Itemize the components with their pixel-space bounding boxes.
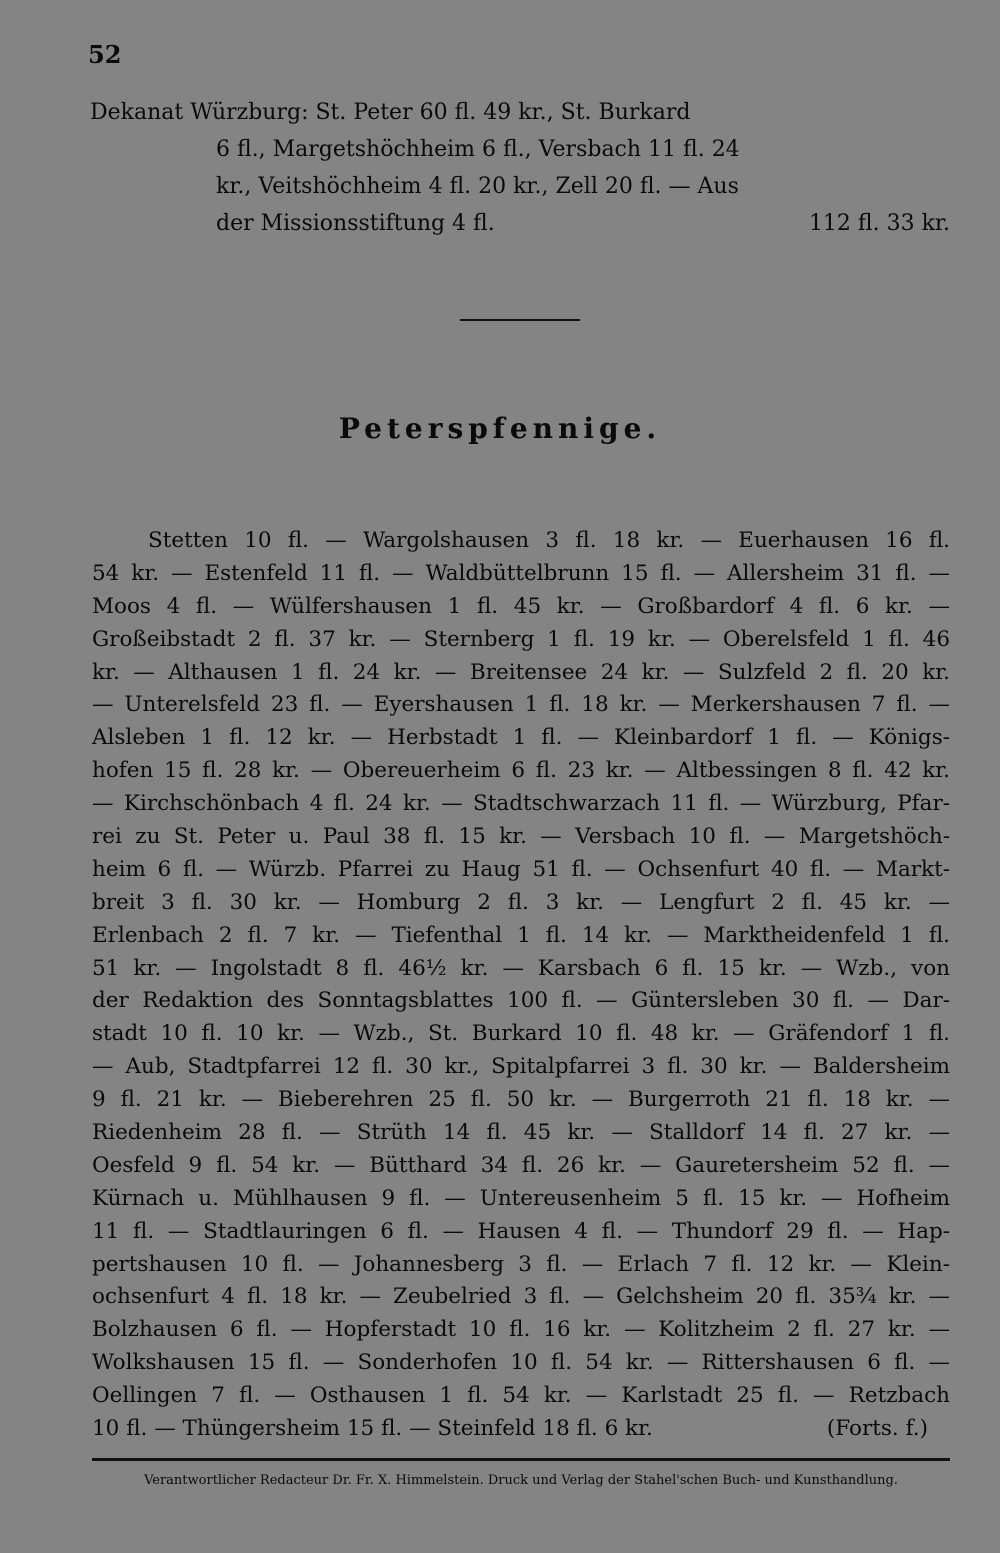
imprint-footer: Verantwortlicher Redacteur Dr. Fr. X. Himmelstein. Druck und Verlag der Stahel'schen Buch- und Kunsthandlung. (144, 1473, 898, 1488)
donation-line-text: 10 fl. — Thüngersheim 15 fl. — Steinfeld 18 fl. 6 kr. (92, 1416, 653, 1442)
page-number: 52 (88, 40, 122, 69)
deanery-line (90, 205, 950, 242)
donation-line: rei zu St. Peter u. Paul 38 fl. 15 kr. — Versbach 10 fl. — Margetshöch- (92, 824, 950, 850)
donation-line: — Kirchschönbach 4 fl. 24 kr. — Stadtschwarzach 11 fl. — Würzburg, Pfar- (92, 791, 950, 817)
donation-line: hofen 15 fl. 28 kr. — Obereuerheim 6 fl. 23 kr. — Altbessingen 8 fl. 42 kr. (92, 758, 950, 784)
donation-line: — Unterelsfeld 23 fl. — Eyershausen 1 fl. 18 kr. — Merkershausen 7 fl. — (92, 692, 950, 718)
donation-line: 11 fl. — Stadtlauringen 6 fl. — Hausen 4 fl. — Thundorf 29 fl. — Hap- (92, 1218, 950, 1244)
donation-line (92, 1413, 950, 1446)
deanery-line: Dekanat Würzburg: St. Peter 60 fl. 49 kr., St. Burkard (90, 100, 691, 125)
deanery-line: kr., Veitshöchheim 4 fl. 20 kr., Zell 20 fl. — Aus (216, 174, 739, 199)
deanery-line-text: der Missionsstiftung 4 fl. (216, 211, 495, 236)
footer-rule (92, 1458, 950, 1461)
continuation-note: (Forts. f.) (826, 1416, 928, 1442)
deanery-entry (90, 94, 950, 242)
donation-line: Bolzhausen 6 fl. — Hopferstadt 10 fl. 16 kr. — Kolitzheim 2 fl. 27 kr. — (92, 1317, 950, 1343)
donation-line: Oesfeld 9 fl. 54 kr. — Bütthard 34 fl. 26 kr. — Gauretersheim 52 fl. — (92, 1152, 950, 1178)
deanery-line: 6 fl., Margetshöchheim 6 fl., Versbach 11 fl. 24 (216, 137, 740, 162)
donation-line: Kürnach u. Mühlhausen 9 fl. — Untereusenheim 5 fl. 15 kr. — Hofheim (92, 1185, 950, 1211)
donation-line: Riedenheim 28 fl. — Strüth 14 fl. 45 kr. — Stalldorf 14 fl. 27 kr. — (92, 1120, 950, 1146)
donation-line: Oellingen 7 fl. — Osthausen 1 fl. 54 kr. — Karlstadt 25 fl. — Retzbach (92, 1383, 950, 1409)
donation-line: breit 3 fl. 30 kr. — Homburg 2 fl. 3 kr. — Lengfurt 2 fl. 45 kr. — (92, 889, 950, 915)
donation-line: 54 kr. — Estenfeld 11 fl. — Waldbüttelbrunn 15 fl. — Allersheim 31 fl. — (92, 560, 950, 586)
section-divider (460, 319, 580, 321)
donation-line: 9 fl. 21 kr. — Bieberehren 25 fl. 50 kr. — Burgerroth 21 fl. 18 kr. — (92, 1087, 950, 1113)
donation-line: Erlenbach 2 fl. 7 kr. — Tiefenthal 1 fl. 14 kr. — Marktheidenfeld 1 fl. (92, 922, 950, 948)
donation-line: pertshausen 10 fl. — Johannesberg 3 fl. — Erlach 7 fl. 12 kr. — Klein- (92, 1251, 950, 1277)
donation-line: kr. — Althausen 1 fl. 24 kr. — Breitensee 24 kr. — Sulzfeld 2 fl. 20 kr. (92, 659, 950, 685)
donation-line: Großeibstadt 2 fl. 37 kr. — Sternberg 1 fl. 19 kr. — Oberelsfeld 1 fl. 46 (92, 626, 950, 652)
donation-line: der Redaktion des Sonntagsblattes 100 fl. — Güntersleben 30 fl. — Dar- (92, 988, 950, 1014)
section-title: Peterspfennige. (338, 412, 662, 445)
donation-line: — Aub, Stadtpfarrei 12 fl. 30 kr., Spitalpfarrei 3 fl. 30 kr. — Baldersheim (92, 1054, 950, 1080)
donation-line: stadt 10 fl. 10 kr. — Wzb., St. Burkard 10 fl. 48 kr. — Gräfendorf 1 fl. (92, 1021, 950, 1047)
donation-line: Alsleben 1 fl. 12 kr. — Herbstadt 1 fl. — Kleinbardorf 1 fl. — Königs- (92, 725, 950, 751)
donation-line: ochsenfurt 4 fl. 18 kr. — Zeubelried 3 fl. — Gelchsheim 20 fl. 35¾ kr. — (92, 1284, 950, 1310)
donations-list (92, 525, 950, 1446)
donation-line: heim 6 fl. — Würzb. Pfarrei zu Haug 51 fl. — Ochsenfurt 40 fl. — Markt- (92, 856, 950, 882)
donation-line: Wolkshausen 15 fl. — Sonderhofen 10 fl. 54 kr. — Rittershausen 6 fl. — (92, 1350, 950, 1376)
donation-line: 51 kr. — Ingolstadt 8 fl. 46½ kr. — Karsbach 6 fl. 15 kr. — Wzb., von (92, 955, 950, 981)
donation-line: Moos 4 fl. — Wülfershausen 1 fl. 45 kr. — Großbardorf 4 fl. 6 kr. — (92, 593, 950, 619)
deanery-total: 112 fl. 33 kr. (808, 211, 950, 236)
donation-line: Stetten 10 fl. — Wargolshausen 3 fl. 18 kr. — Euerhausen 16 fl. (148, 528, 950, 553)
